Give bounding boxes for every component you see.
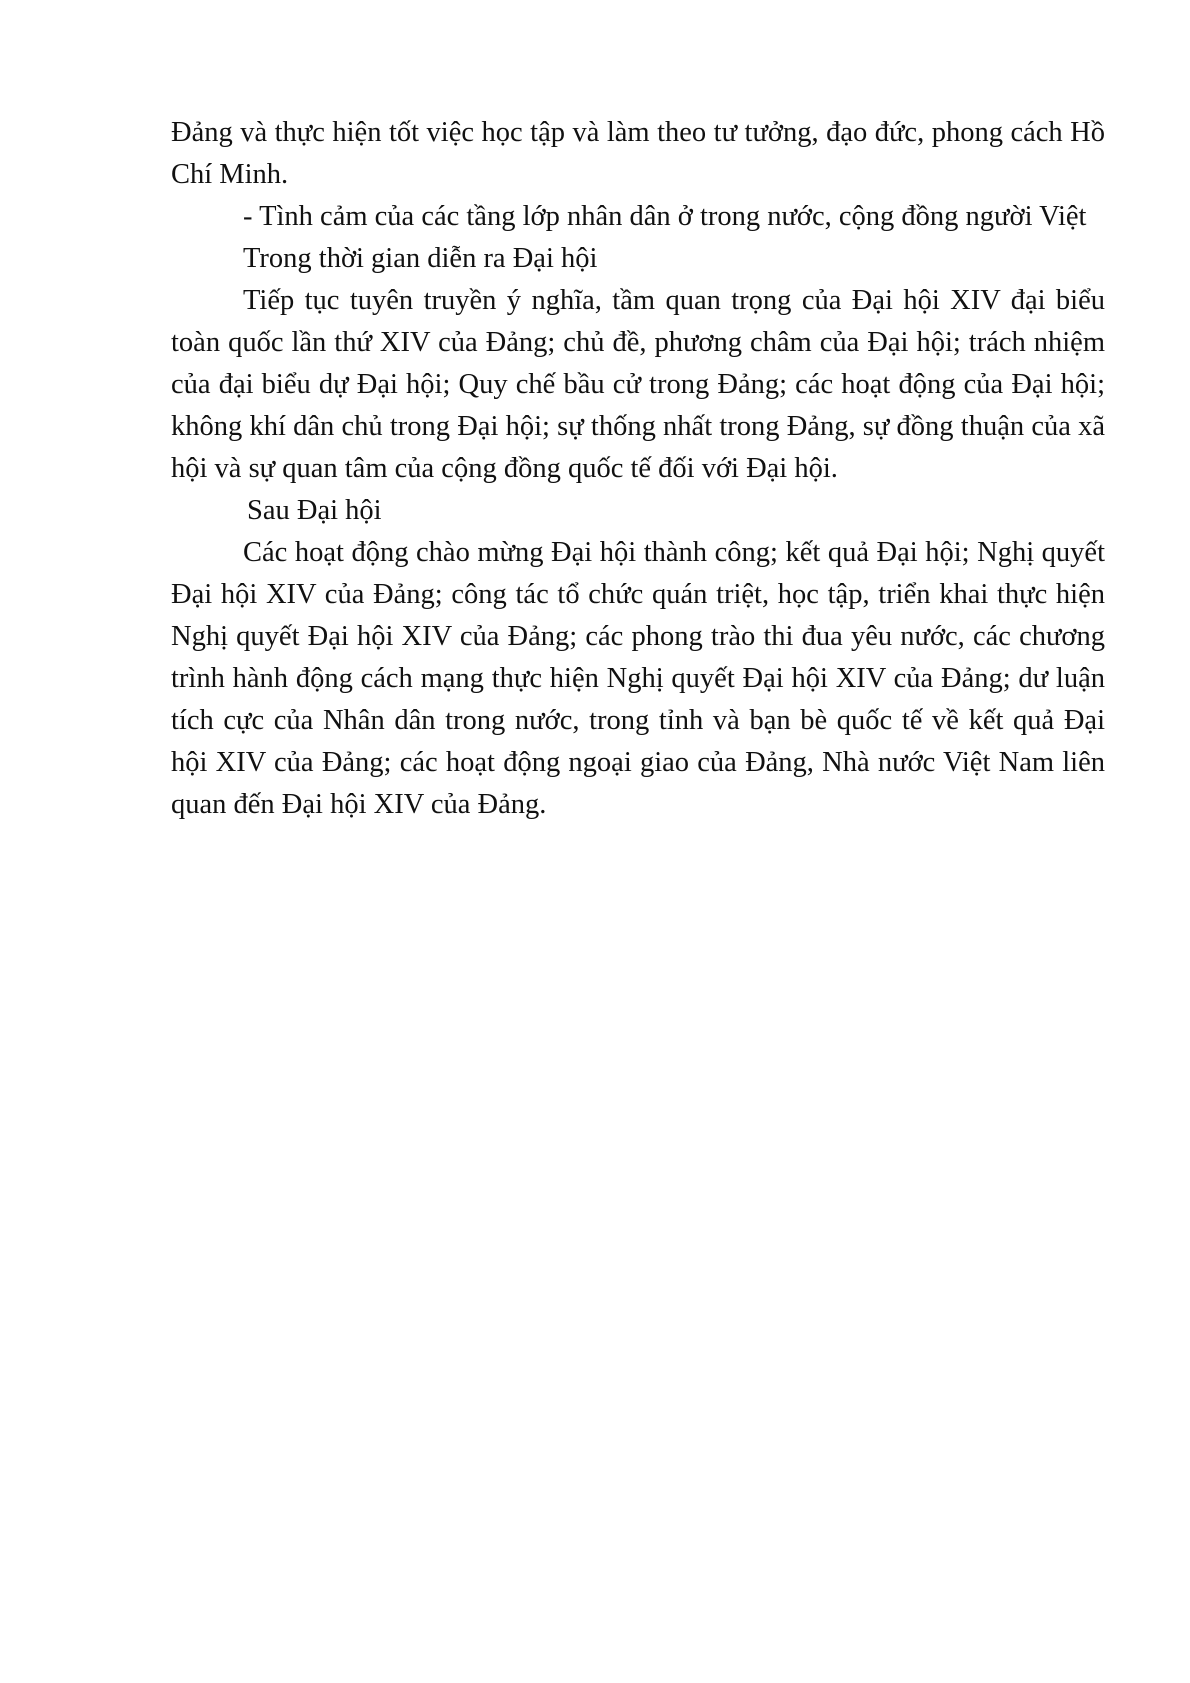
paragraph-during-congress: Tiếp tục tuyên truyền ý nghĩa, tầm quan trọng của Đại hội XIV đại biểu toàn quốc lần thứ XIV của Đảng; chủ đề, phương châm của Đại hội; trách nhiệm của đại biểu dự Đại hội; Quy chế bầu cử trong Đảng; các hoạt động của Đại hội; không khí dân chủ trong Đại hội; sự thống nhất trong Đảng, sự đồng thuận của xã hội và sự quan tâm của cộng đồng quốc tế đối với Đại hội.: [171, 285, 1105, 484]
paragraph-after-congress: Các hoạt động chào mừng Đại hội thành công; kết quả Đại hội; Nghị quyết Đại hội XIV của Đảng; công tác tổ chức quán triệt, học tập, triển khai thực hiện Nghị quyết Đại hội XIV của Đảng; các phong trào thi đua yêu nước, các chương trình hành động cách mạng thực hiện Nghị quyết Đại hội XIV của Đảng; dư luận tích cực của Nhân dân trong nước, trong tỉnh và bạn bè quốc tế về kết quả Đại hội XIV của Đảng; các hoạt động ngoại giao của Đảng, Nhà nước Việt Nam liên quan đến Đại hội XIV của Đảng.: [171, 537, 1105, 820]
section-heading-after-congress: Sau Đại hội: [247, 495, 382, 526]
paragraph-bullet-sentiment: - Tình cảm của các tầng lớp nhân dân ở trong nước, cộng đồng người Việt: [243, 201, 1087, 232]
document-body: [171, 112, 1105, 826]
section-heading-during-congress: Trong thời gian diễn ra Đại hội: [243, 243, 598, 274]
paragraph-continuation: Đảng và thực hiện tốt việc học tập và làm theo tư tưởng, đạo đức, phong cách Hồ Chí Minh.: [171, 117, 1105, 190]
